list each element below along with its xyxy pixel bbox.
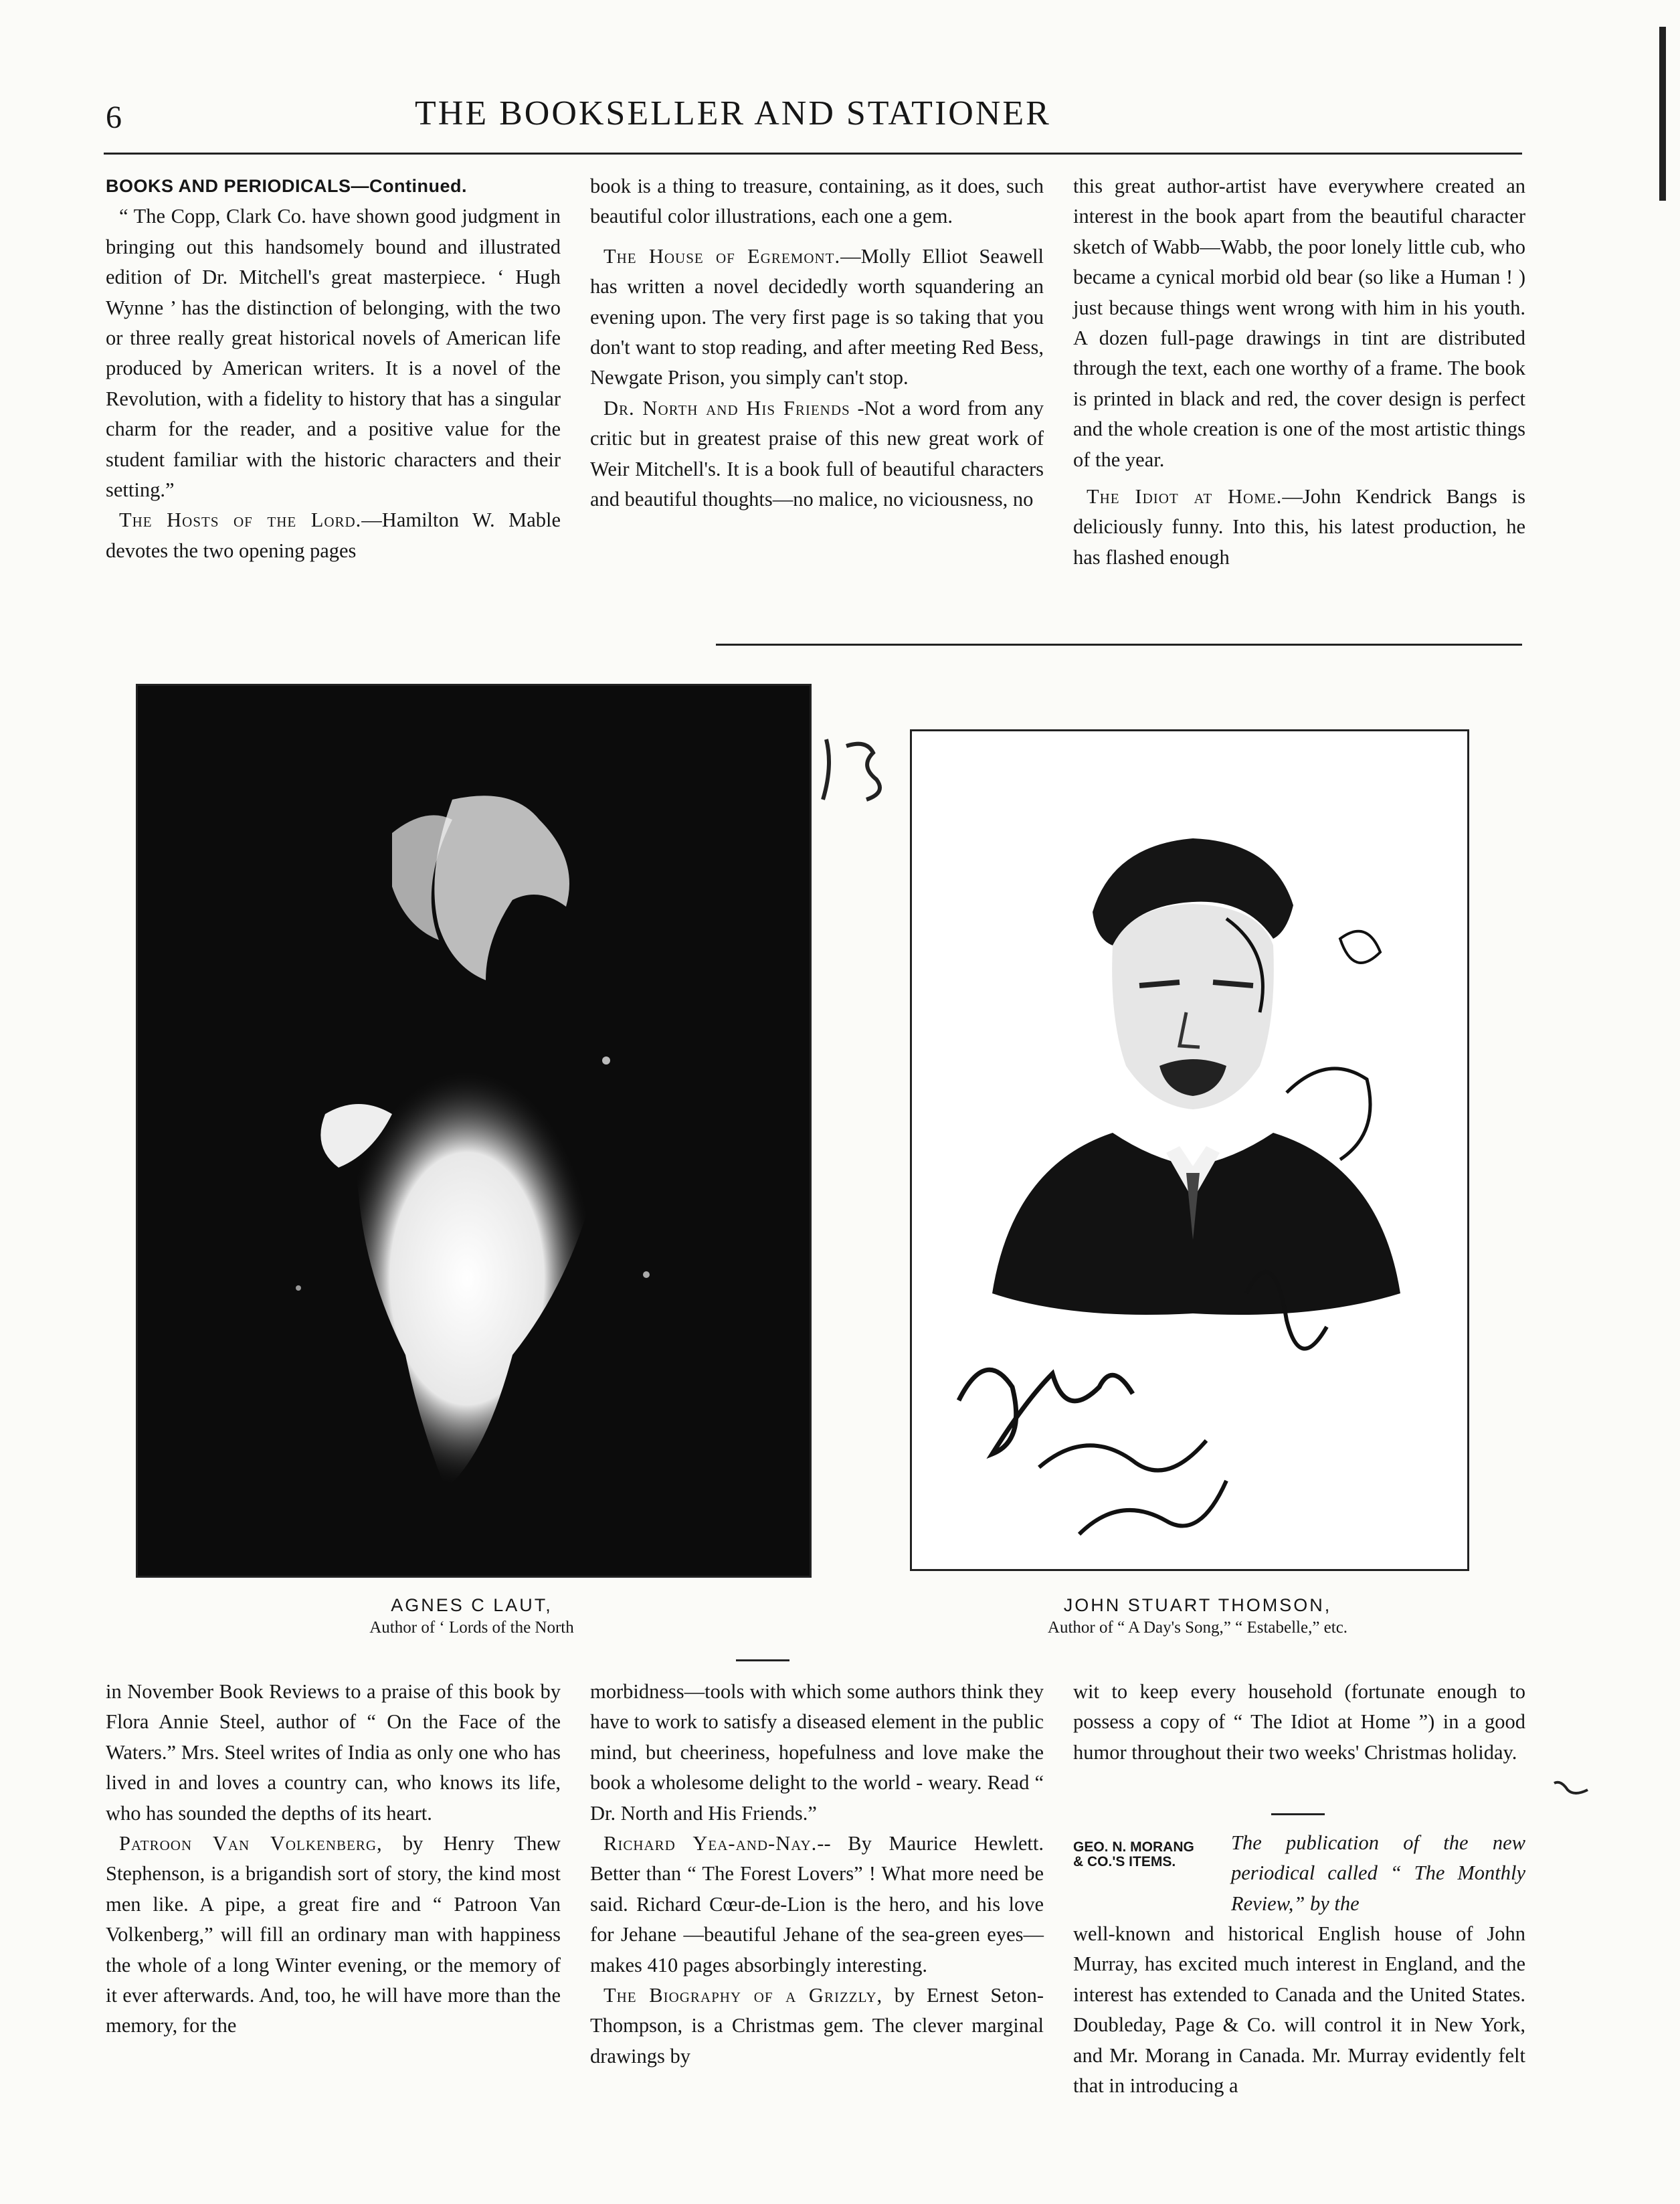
margin-mark — [1551, 1776, 1591, 1803]
article-dr-north — [590, 393, 1044, 515]
column-2-top — [590, 171, 1044, 515]
article-title: The Biography of a Grizzly, — [603, 1984, 883, 2007]
article-hosts-of-the-lord — [106, 505, 561, 566]
article-idiot-continued: wit to keep every household (fortunate enough to possess a copy of “ The Idiot at Home ”) in a good humor throughout their two weeks' Christmas holiday. — [1073, 1680, 1525, 1764]
column-2-bottom — [590, 1677, 1044, 2072]
header-rule — [104, 153, 1522, 155]
article-idiot-at-home — [1073, 482, 1525, 573]
page-edge-bar — [1659, 27, 1666, 201]
article-hosts-continued: in November Book Reviews to a praise of this book by Flora Annie Steel, author of “ On the Face of the Waters.” Mrs. Steel writes of India as only one who has lived in and loves a country can, who knows its life, who has sounded the depths of its heart. — [106, 1680, 561, 1825]
short-divider-right — [1271, 1813, 1325, 1815]
sidebox-morang-items: GEO. N. MORANG & CO.'S ITEMS. — [1073, 1839, 1194, 1869]
caption-john-thomson-subtitle: Author of “ A Day's Song,” “ Estabelle,” etc. — [1047, 1619, 1348, 1637]
portrait-agnes-laut — [136, 684, 812, 1578]
article-patroon-van-volkenberg — [106, 1829, 561, 2041]
column-1-top — [106, 171, 561, 566]
page-number: 6 — [106, 100, 122, 135]
short-divider — [736, 1659, 789, 1661]
portrait-man-icon — [912, 731, 1467, 1569]
portrait-john-thomson — [910, 729, 1469, 1571]
article-body: by Henry Thew Stephenson, is a brigandish sort of story, the kind most men like. A pipe, a great fire and “ Patroon Van Volkenberg,” will fill an ordinary man with happiness the whole of a long Winter evening, or the memory of it ever afterwards. And, too, he will have more than the memory, for the — [106, 1832, 561, 2037]
column-3-bottom — [1073, 1677, 1525, 1768]
portrait-figure-icon — [138, 686, 810, 1576]
article-body: —Hamilton W. Mable devotes the two opening pages — [106, 509, 561, 562]
article-body: —Molly Elliot Seawell has written a novel decidedly worth squandering an evening upon. The very first page is so taking that you don't want to stop reading, and after meeting Red Bess, Newgate Prison, you simply can't stop. — [590, 244, 1044, 389]
article-monthly-review-lead: The publication of the new periodical called “ The Monthly Review,” by the — [1231, 1831, 1525, 1915]
caption-agnes-laut-subtitle: Author of ‘ Lords of the North — [369, 1619, 574, 1637]
section-heading: BOOKS AND PERIODICALS—Continued. — [106, 176, 467, 196]
article-title: The House of Egremont. — [603, 244, 841, 268]
article-continued: book is a thing to treasure, containing, as it does, such beautiful color illustrations, each one a gem. — [590, 175, 1044, 228]
article-title: Dr. North and His Friends — [603, 396, 850, 420]
article-house-of-egremont — [590, 242, 1044, 393]
caption-john-thomson: JOHN STUART THOMSON, — [1063, 1595, 1332, 1615]
article-title: Richard Yea-and-Nay. — [603, 1832, 818, 1855]
article-biography-of-a-grizzly — [590, 1981, 1044, 2072]
article-title: Patroon Van Volkenberg, — [119, 1832, 383, 1855]
caption-agnes-laut: AGNES C LAUT, — [391, 1595, 553, 1615]
article-copp-clark: “ The Copp, Clark Co. have shown good judgment in bringing out this handsomely bound and illustrated edition of Dr. Mitchell's great masterpiece. ‘ Hugh Wynne ’ has the distinction of belonging, with the two or three really great historical novels of American life produced by American writers. It is a novel of the Revolution, with a fidelity to history that has a singular charm for the reader, and a positive value for the student familiar with the historic characters and their setting.” — [106, 205, 561, 502]
column-3-top — [1073, 171, 1525, 573]
article-biography-continued: this great author-artist have everywhere created an interest in the book apart from the beautiful character sketch of Wabb—Wabb, the poor lonely little cub, who became a cynical morbid old bear (so like a Human ! ) just because things went wrong with him in his youth. A dozen full-page drawings in tint are distributed through the text, each one worthy of a frame. The book is printed in black and red, the cover design is perfect and the whole creation is one of the most artistic things of the year. — [1073, 175, 1525, 471]
article-body: by Ernest Seton-Thompson, is a Christmas gem. The clever marginal drawings by — [590, 1984, 1044, 2068]
article-title: The Idiot at Home. — [1087, 485, 1283, 509]
article-title: The Hosts of the Lord. — [119, 509, 362, 532]
article-body: —John Kendrick Bangs is deliciously funny. Into this, his latest production, he has flashed enough — [1073, 485, 1525, 569]
article-richard-yea-and-nay — [590, 1829, 1044, 1981]
article-body: -- By Maurice Hewlett. Better than “ The Forest Lovers” ! What more need be said. Richard Cœur-de-Lion is the hero, and his love for Jehane —beautiful Jehane of the sea-green eyes— makes 410 pages absorbingly interesting. — [590, 1832, 1044, 1977]
handwritten-mark — [813, 726, 900, 813]
column-1-bottom — [106, 1677, 561, 2041]
page-title: THE BOOKSELLER AND STATIONER — [415, 94, 1051, 132]
article-monthly-review: well-known and historical English house of John Murray, has excited much interest in England, and the interest has extended to Canada and the United States. Doubleday, Page & Co. will control it in New York, and Mr. Morang in Canada. Mr. Murray evidently felt that in introducing a — [1073, 1922, 1525, 2098]
article-body: -Not a word from any critic but in greatest praise of this new great work of Weir Mitchell's. It is a book full of beautiful characters and beautiful thoughts—no malice, no viciousness, no — [590, 396, 1044, 511]
section-divider — [716, 644, 1522, 646]
article-dr-north-continued: morbidness—tools with which some authors think they have to work to satisfy a diseased element in the public mind, but cheeriness, hopefulness and love make the book a wholesome delight to the world - weary. Read “ Dr. North and His Friends.” — [590, 1680, 1044, 1825]
